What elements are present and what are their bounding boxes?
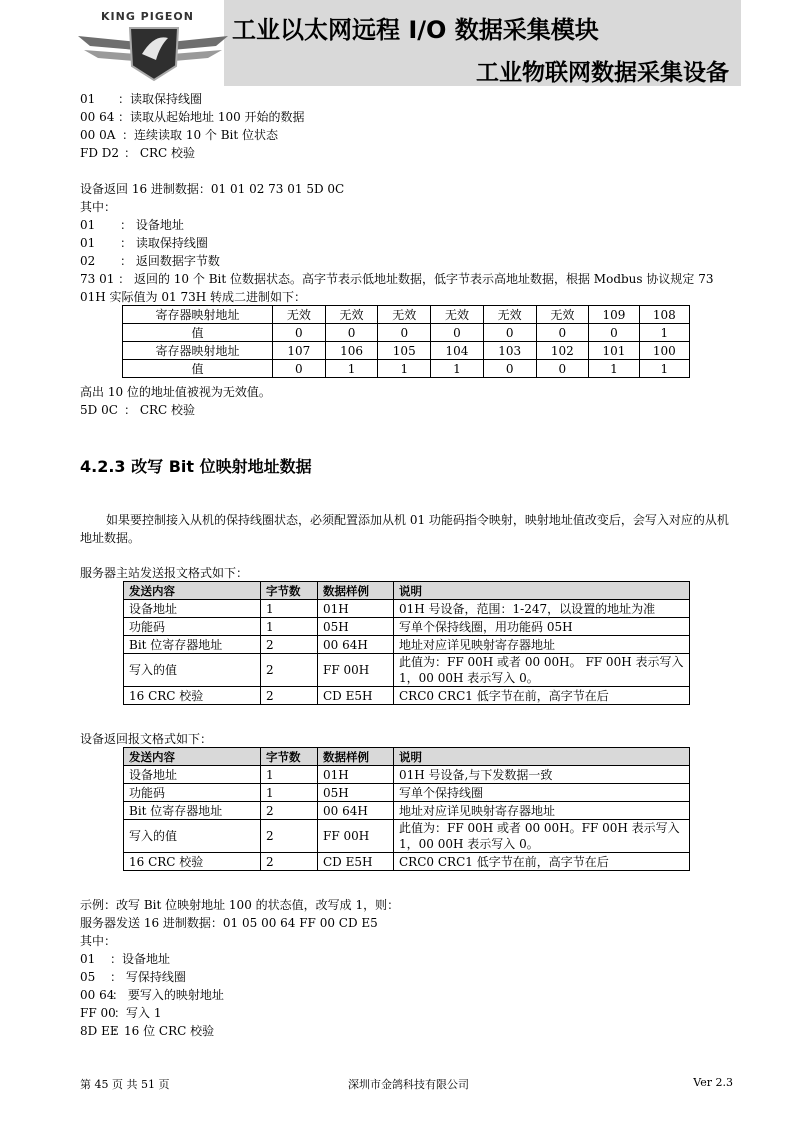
return-hex-line: 设备返回 16 进制数据：01 01 02 73 01 5D 0C <box>80 182 345 196</box>
qizhong-label: 其中： <box>80 934 117 948</box>
page-number: 第 45 页 共 51 页 <box>80 1078 170 1091</box>
invalid-note: 高出 10 位的地址值被视为无效值。 <box>80 385 271 399</box>
bit-status-paragraph: 73 01 ： 返回的 10 个 Bit 位数据状态。高字节表示低地址数据，低字节表示高地址数据，根据 Modbus 协议规定 73 01H 实际值为 01 73H 转成二进制如下： <box>80 272 714 304</box>
table-row: 寄存器映射地址 无效 无效 无效 无效 无效 无效 109 108 <box>123 306 690 324</box>
table-header-row: 发送内容 字节数 数据样例 说明 <box>124 582 690 600</box>
example-line: 示例：改写 Bit 位映射地址 100 的状态值，改写成 1，则： <box>80 898 400 912</box>
table-row: 功能码 1 05H 写单个保持线圈 <box>124 784 690 802</box>
list-item: 00 0A ：连续读取 10 个 Bit 位状态 <box>80 128 279 142</box>
list-item: 00 64： 要写入的映射地址 <box>80 988 224 1002</box>
table-row: Bit 位寄存器地址 2 00 64H 地址对应详见映射寄存器地址 <box>124 636 690 654</box>
return-format-table <box>123 747 690 871</box>
table-row: 写入的值 2 FF 00H 此值为：FF 00H 或者 00 00H。FF 00H 表示写入 1，00 00H 表示写入 0。 <box>124 820 690 853</box>
logo-text: KING PIGEON <box>101 10 194 23</box>
table-row: 16 CRC 校验 2 CD E5H CRC0 CRC1 低字节在前，高字节在后 <box>124 853 690 871</box>
company-logo <box>78 6 228 86</box>
table-row: 设备地址 1 01H 01H 号设备，范围：1-247，以设置的地址为准 <box>124 600 690 618</box>
header-title-secondary: 工业物联网数据采集设备 <box>476 60 729 86</box>
table-row: 寄存器映射地址 107 106 105 104 103 102 101 100 <box>123 342 690 360</box>
return-caption: 设备返回报文格式如下： <box>80 732 213 746</box>
table-header-row: 发送内容 字节数 数据样例 说明 <box>124 748 690 766</box>
list-item: 01 ： 设备地址 <box>80 218 184 232</box>
list-item: 01 ：设备地址 <box>80 952 171 966</box>
list-item: 05 ： 写保持线圈 <box>80 970 186 984</box>
header-title-primary: 工业以太网远程 I/O 数据采集模块 <box>232 16 599 44</box>
version-label: Ver 2.3 <box>693 1076 733 1089</box>
table-row: Bit 位寄存器地址 2 00 64H 地址对应详见映射寄存器地址 <box>124 802 690 820</box>
intro-paragraph: 如果要控制接入从机的保持线圈状态，必须配置添加从机 01 功能码指令映射，映射地址值改变后，会写入对应的从机地址数据。 <box>80 513 729 545</box>
send-format-table <box>123 581 690 705</box>
table-row: 功能码 1 05H 写单个保持线圈，用功能码 05H <box>124 618 690 636</box>
crc-line: 5D 0C ： CRC 校验 <box>80 403 196 417</box>
send-caption: 服务器主站发送报文格式如下： <box>80 566 249 580</box>
table-row: 值 0 0 0 0 0 0 0 1 <box>123 324 690 342</box>
table-row: 值 0 1 1 1 0 0 1 1 <box>123 360 690 378</box>
section-title: 4.2.3 改写 Bit 位映射地址数据 <box>80 457 312 476</box>
send-hex-line: 服务器发送 16 进制数据：01 05 00 64 FF 00 CD E5 <box>80 916 378 930</box>
list-item: 8D EE：16 位 CRC 校验 <box>80 1024 215 1038</box>
pigeon-emblem-icon <box>78 6 228 86</box>
list-item: 01 ： 读取保持线圈 <box>80 236 208 250</box>
table-row: 写入的值 2 FF 00H 此值为：FF 00H 或者 00 00H。 FF 00H 表示写入 1，00 00H 表示写入 0。 <box>124 654 690 687</box>
table-row: 设备地址 1 01H 01H 号设备,与下发数据一致 <box>124 766 690 784</box>
list-item: 00 64 ：读取从起始地址 100 开始的数据 <box>80 110 305 124</box>
qizhong-label: 其中： <box>80 200 117 214</box>
list-item: FD D2 ： CRC 校验 <box>80 146 196 160</box>
list-item: 02 ： 返回数据字节数 <box>80 254 220 268</box>
list-item: 01 ：读取保持线圈 <box>80 92 203 106</box>
company-name: 深圳市金鸽科技有限公司 <box>348 1078 469 1091</box>
bit-mapping-table <box>122 305 690 378</box>
list-item: FF 00：写入 1 <box>80 1006 162 1020</box>
table-row: 16 CRC 校验 2 CD E5H CRC0 CRC1 低字节在前，高字节在后 <box>124 687 690 705</box>
